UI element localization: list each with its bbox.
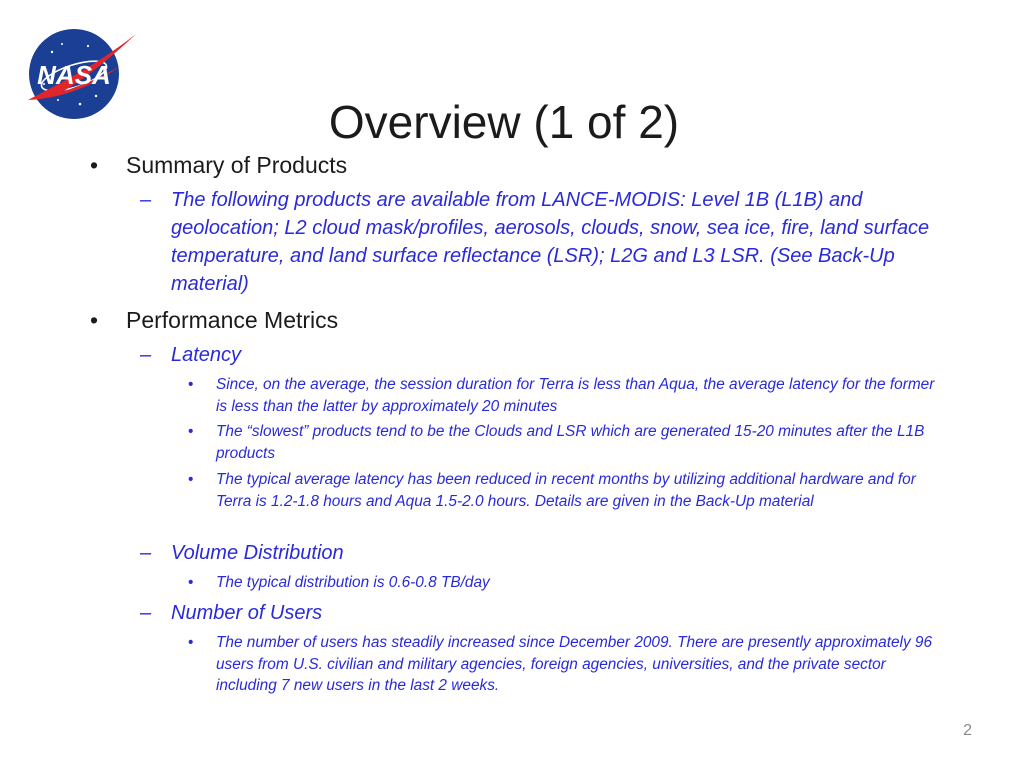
sub-item-text: Latency [171, 344, 242, 366]
slide-number: 2 [963, 722, 972, 739]
dash-marker: – [140, 542, 152, 564]
sub-item-number-of-users [140, 599, 930, 627]
sub-item-latency [140, 341, 930, 369]
latency-point-slowest-products [188, 421, 946, 464]
bullet-marker: • [90, 307, 99, 333]
point-text: Since, on the average, the session duration for Terra is less than Aqua, the average latency for the former is less than the latter by approximately 20 minutes [216, 376, 935, 415]
latency-point-session-duration [188, 374, 946, 417]
sub-item-text: The following products are available from LANCE-MODIS: Level 1B (L1B) and geolocation; L2 cloud mask/profiles, aerosols, clouds, snow, sea ice, fire, land surface temperature, and land surface reflectance (LSR); L2G and L3 LSR. (See Back-Up material) [171, 189, 930, 295]
dot-marker: • [188, 471, 194, 488]
point-text: The typical average latency has been reduced in recent months by utilizing additional hardware and for Terra is 1.2-1.8 hours and Aqua 1.5-2.0 hours. Details are given in the Back-Up material [216, 471, 916, 510]
dot-marker: • [188, 574, 194, 591]
sub-item-text: Volume Distribution [171, 542, 344, 564]
dot-marker: • [188, 423, 194, 440]
dash-marker: – [140, 344, 152, 366]
point-text: The typical distribution is 0.6-0.8 TB/day [216, 574, 490, 591]
dot-marker: • [188, 376, 194, 393]
point-text: The number of users has steadily increased since December 2009. There are presently approximately 96 users from U.S. civilian and military agencies, foreign agencies, universities, and the private sector including 7 new users in the last 2 weeks. [216, 634, 933, 694]
latency-point-average-latency [188, 469, 946, 512]
sub-item-products-list [140, 186, 930, 298]
sub-item-volume-distribution [140, 539, 930, 567]
bullet-heading: Performance Metrics [126, 307, 339, 333]
users-point-growth [188, 632, 946, 697]
bullet-marker: • [90, 152, 99, 178]
bullet-heading: Summary of Products [126, 152, 348, 178]
volume-point-typical-distribution [188, 572, 946, 594]
logo-wordmark: NASA [37, 60, 111, 90]
slide-title: Overview (1 of 2) [328, 96, 680, 148]
sub-item-text: Number of Users [171, 602, 323, 624]
dot-marker: • [188, 634, 194, 651]
point-text: The “slowest” products tend to be the Clouds and LSR which are generated 15-20 minutes after the L1B products [216, 423, 925, 462]
dash-marker: – [140, 602, 152, 624]
dash-marker: – [140, 189, 152, 211]
